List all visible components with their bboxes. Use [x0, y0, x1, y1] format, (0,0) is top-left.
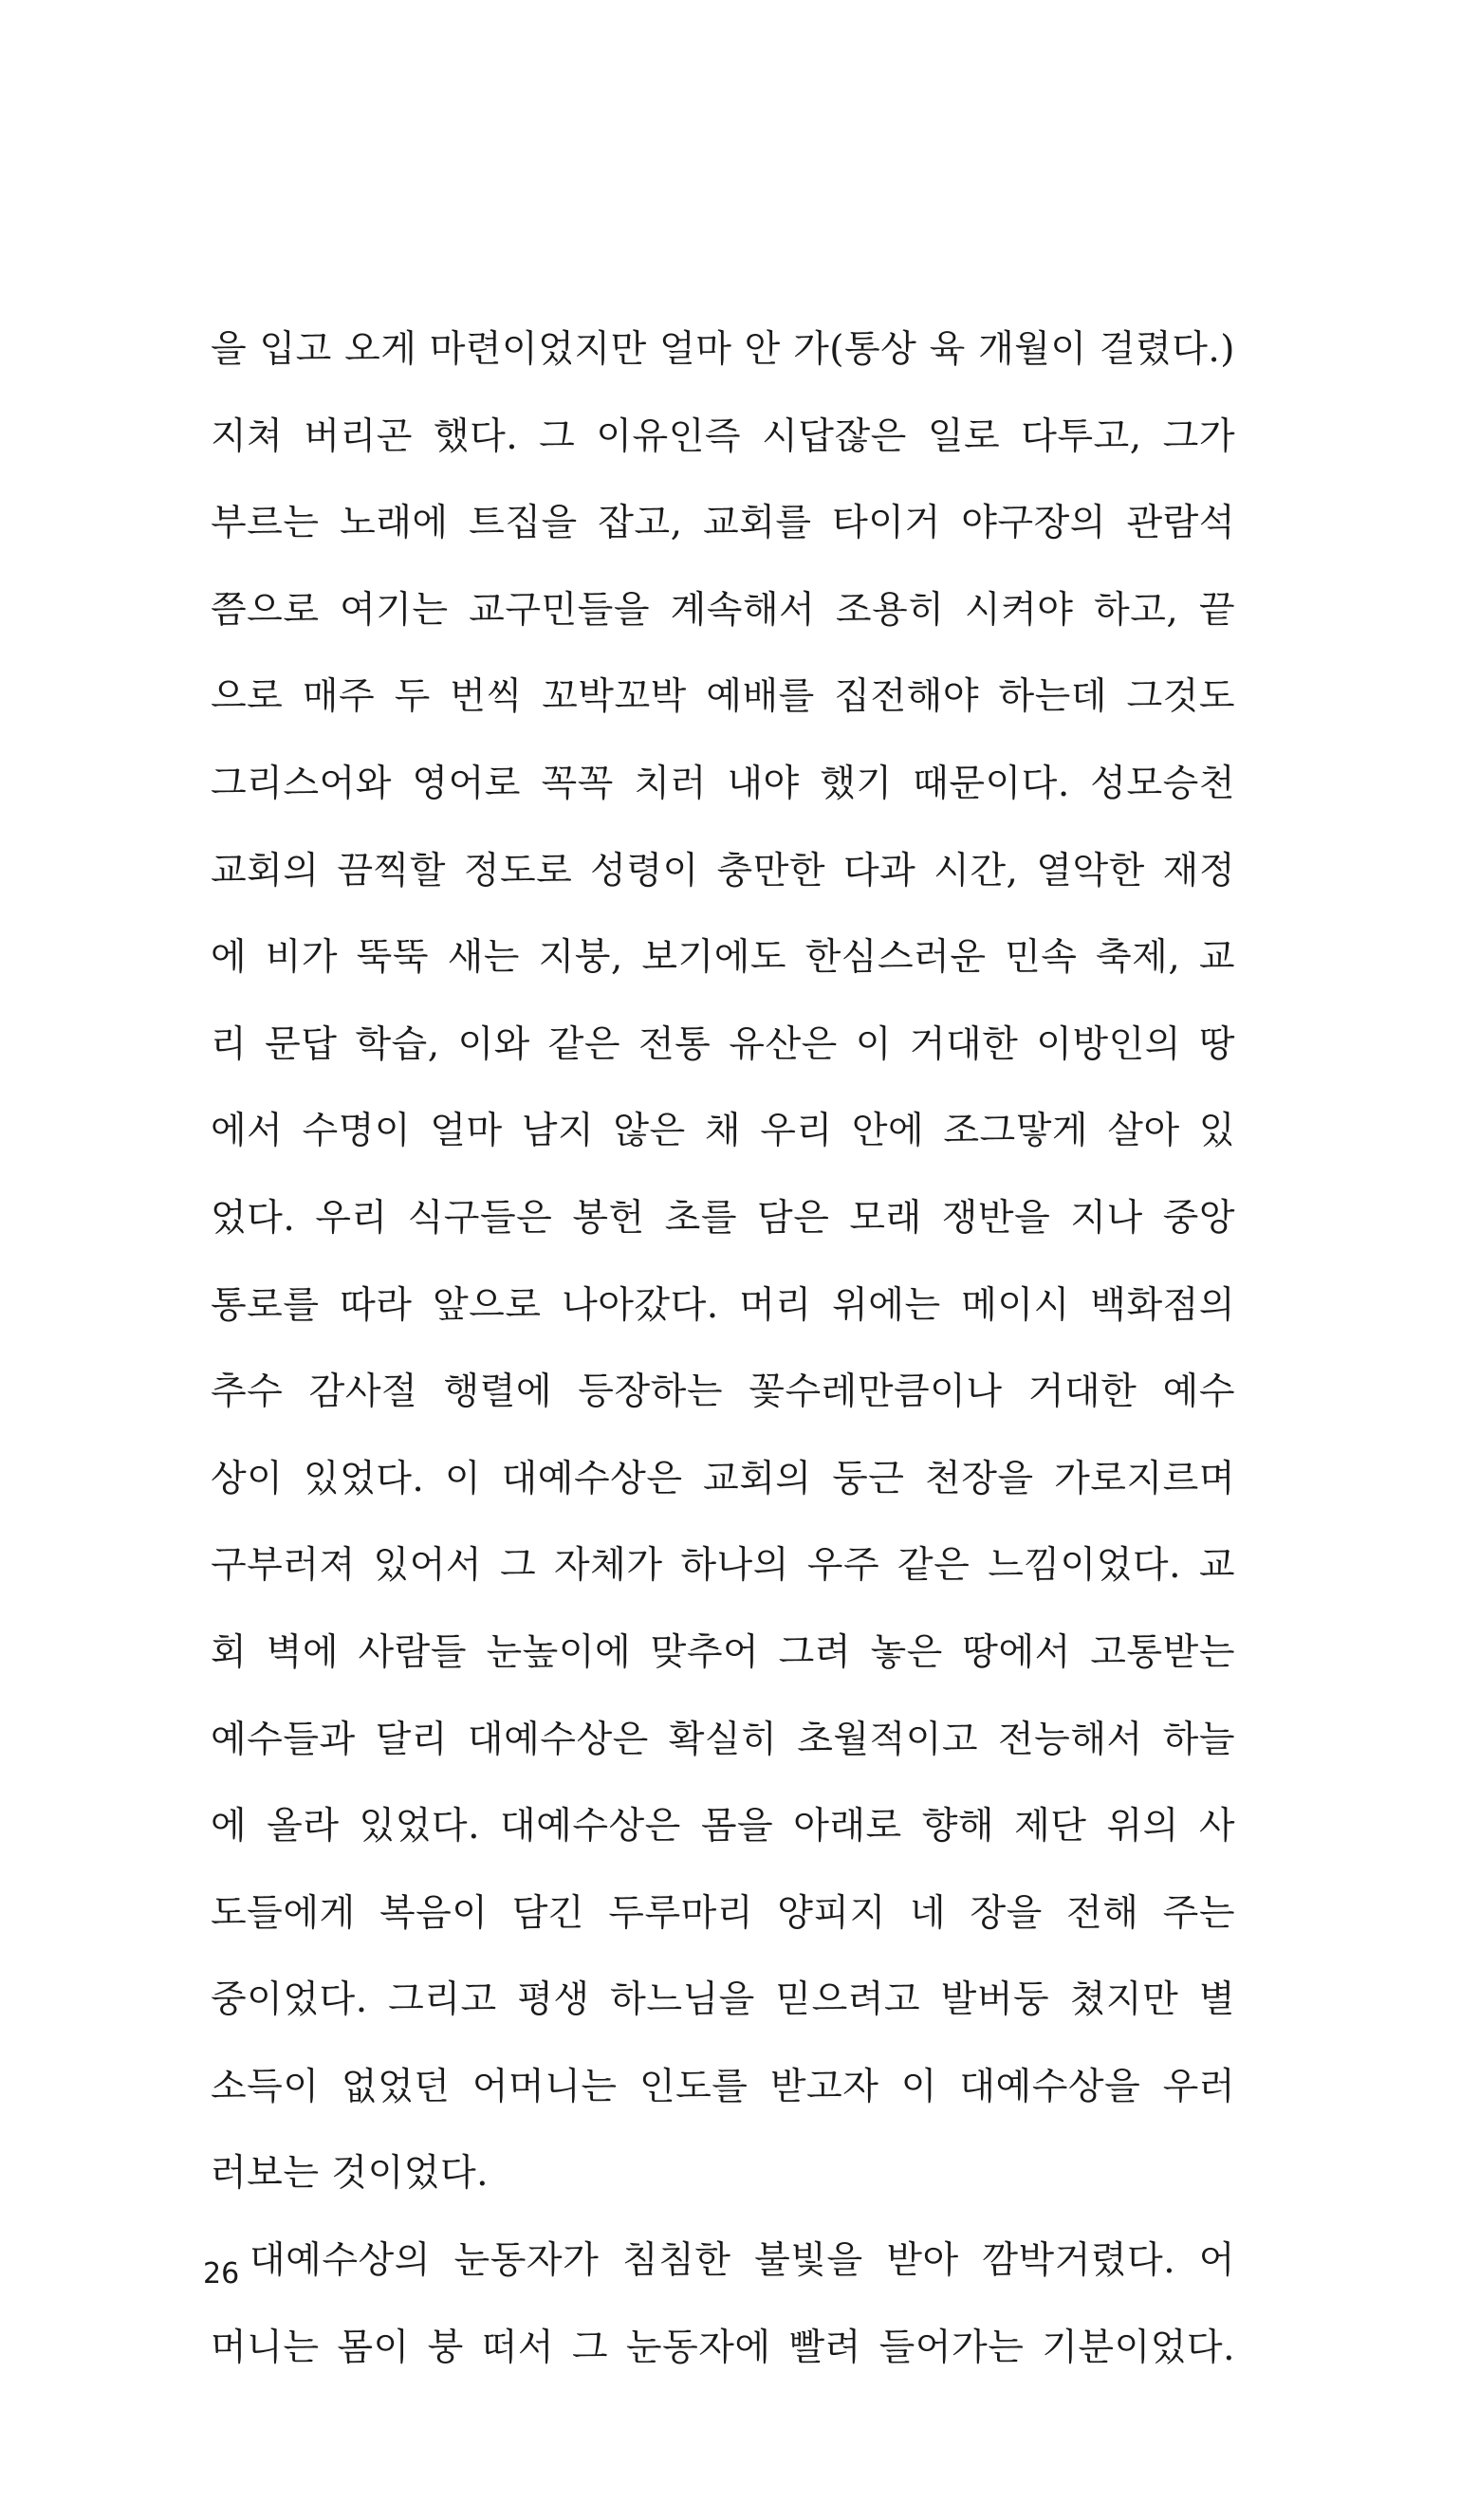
text-line: 러보는 것이었다.	[211, 2152, 490, 2196]
text-line: 상이 있었다. 이 대예수상은 교회의 둥근 천장을 가로지르며	[211, 1457, 1235, 1500]
text-line: 그리스어와 영어로 꼭꼭 치러 내야 했기 때문이다. 성모승천	[211, 762, 1235, 805]
text-line: 쯤으로 여기는 교구민들을 계속해서 조용히 시켜야 하고, 끝	[211, 588, 1235, 632]
text-line: 었다. 우리 식구들은 봉헌 초를 담은 모래 쟁반을 지나 중앙	[211, 1196, 1235, 1240]
page-number: 26	[203, 2257, 240, 2290]
text-line: 통로를 따라 앞으로 나아갔다. 머리 위에는 메이시 백화점의	[211, 1283, 1235, 1327]
text-line: 머니는 몸이 붕 떠서 그 눈동자에 빨려 들어가는 기분이었다.	[211, 2326, 1235, 2369]
text-line: 지쳐 버리곤 했다. 그 이유인즉 시답잖은 일로 다투고, 그가	[211, 414, 1235, 458]
text-line: 중이었다. 그리고 평생 하느님을 믿으려고 발버둥 쳤지만 별	[211, 1978, 1235, 2022]
text-line: 에 비가 뚝뚝 새는 지붕, 보기에도 한심스러운 민속 축제, 교	[211, 936, 1235, 980]
text-line: 으로 매주 두 번씩 꼬박꼬박 예배를 집전해야 하는데 그것도	[211, 675, 1235, 719]
text-line: 회 벽에 사람들 눈높이에 맞추어 그려 놓은 땅에서 고통받는	[211, 1630, 1235, 1674]
text-line: 부르는 노래에 트집을 잡고, 교회를 타이거 야구장의 관람석	[211, 502, 1235, 545]
text-line: 구부러져 있어서 그 자체가 하나의 우주 같은 느낌이었다. 교	[211, 1544, 1235, 1588]
text-line: 에 올라 있었다. 대예수상은 몸을 아래로 향해 제단 위의 사	[211, 1805, 1235, 1849]
text-line: 리 문답 학습, 이와 같은 전통 유산은 이 거대한 이방인의 땅	[211, 1022, 1235, 1066]
body-text	[211, 306, 1235, 2391]
text-line: 예수들과 달리 대예수상은 확실히 초월적이고 전능해서 하늘	[211, 1718, 1235, 1761]
text-line: 에서 수명이 얼마 남지 않은 채 우리 안에 조그맣게 살아 있	[211, 1110, 1235, 1153]
text-line: 을 입고 오게 마련이었지만 얼마 안 가(통상 육 개월이 걸렸다.)	[211, 328, 1235, 371]
text-line: 대예수상의 눈동자가 침침한 불빛을 받아 깜박거렸다. 어	[250, 2239, 1235, 2283]
text-line: 소득이 없었던 어머니는 인도를 받고자 이 대예수상을 우러	[211, 2065, 1235, 2108]
text-line: 추수 감사절 행렬에 등장하는 꽃수레만큼이나 거대한 예수	[211, 1370, 1235, 1414]
text-line: 도들에게 복음이 담긴 두루마리 양피지 네 장을 전해 주는	[211, 1891, 1235, 1935]
text-line: 교회의 끔찍할 정도로 성령이 충만한 다과 시간, 열악한 재정	[211, 849, 1235, 892]
